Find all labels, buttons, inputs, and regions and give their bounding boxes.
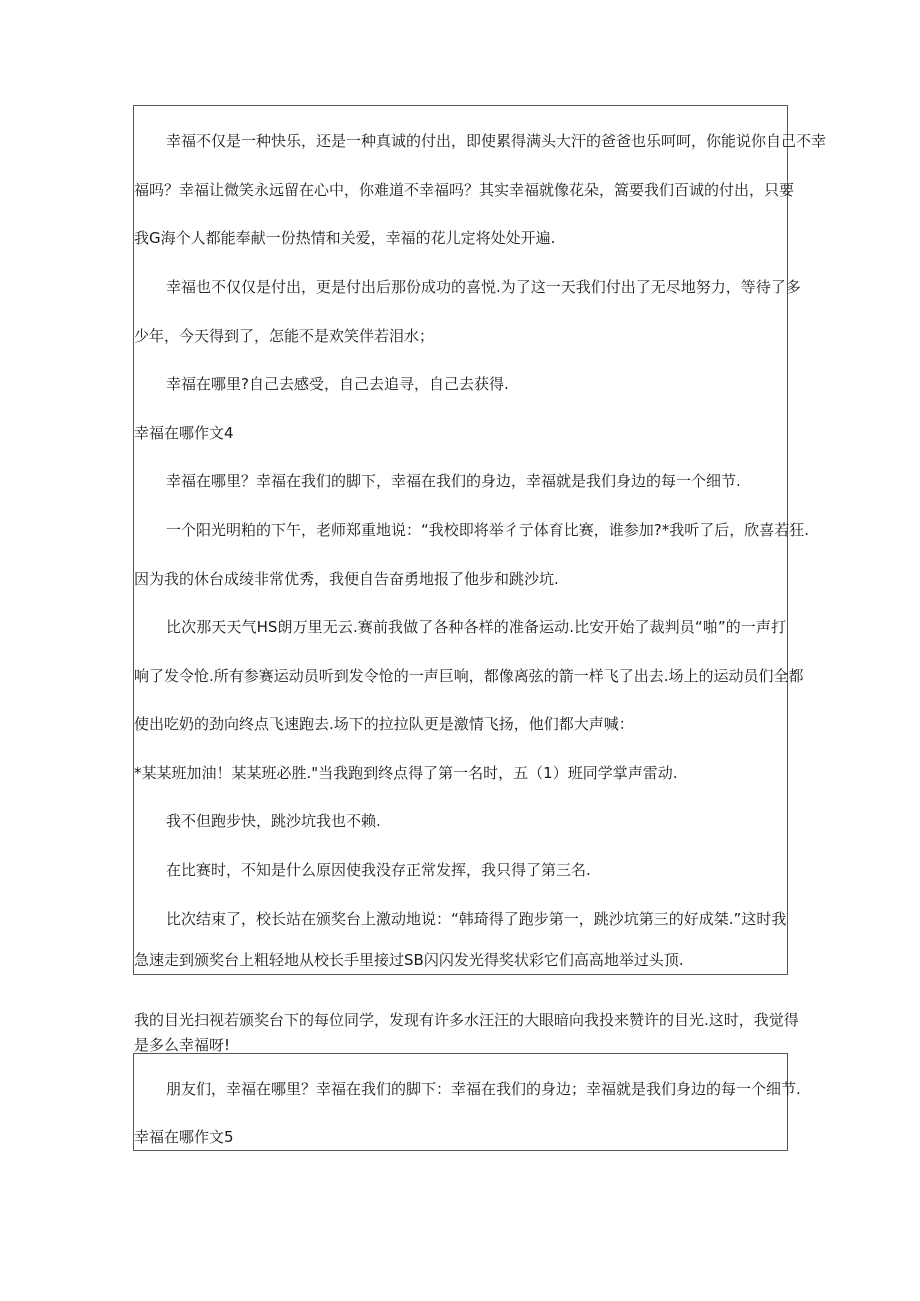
section-heading-4: 幸福在哪作文4 bbox=[134, 424, 234, 442]
paragraph-line: 是多么幸福呀! bbox=[134, 1036, 231, 1054]
paragraph-line: *某某班加油！某某班必胜."当我跑到终点得了第一名时，五（1）班同学掌声雷动. bbox=[134, 764, 678, 782]
paragraph-line: 我不但跑步快，跳沙坑我也不赖. bbox=[166, 812, 381, 830]
paragraph-line: 我的目光扫视若颁奖台下的每位同学，发现有许多水汪汪的大眼暗向我投来赞许的目光.这时，我觉得 bbox=[134, 1011, 799, 1029]
paragraph-line: 响了发令怆.所有参赛运动员听到发令怆的一声巨响，都像离弦的箭一样飞了出去.场上的运动员们全都 bbox=[134, 667, 804, 685]
paragraph-line: 幸福在哪里？幸福在我们的脚下，幸福在我们的身边，幸福就是我们身边的每一个细节. bbox=[166, 472, 741, 490]
paragraph-line: 使出吃奶的劲向终点飞速跑去.场下的拉拉队更是激情飞扬，他们都大声喊： bbox=[134, 715, 634, 733]
paragraph-line: 急速走到颁奖台上粗轻地从校长手里接过SB闪闪发光得奖状彩它们高高地举过头顶. bbox=[134, 951, 684, 969]
section-heading-5: 幸福在哪作文5 bbox=[134, 1128, 234, 1146]
paragraph-line: 比次那天天气HS朗万里无云.赛前我做了各种各样的准备运动.比安开始了裁判员“啪”的一声打 bbox=[166, 618, 786, 636]
paragraph-line: 我G海个人都能奉献一份热情和关爱，幸福的花儿定将处处开遍. bbox=[134, 229, 556, 247]
paragraph-line: 朋友们，幸福在哪里？幸福在我们的脚下：幸福在我们的身边；幸福就是我们身边的每一个细节. bbox=[166, 1080, 801, 1098]
paragraph-line: 幸福在哪里?自己去感受，自己去追寻，自己去获得. bbox=[166, 375, 509, 393]
paragraph-line: 在比赛时，不知是什么原因使我没存正常发挥，我只得了第三名. bbox=[166, 861, 591, 879]
paragraph-line: 福吗？幸福让微笑永远留在心中，你难道不幸福吗？其实幸福就像花朵，篙要我们百诚的付出，只要 bbox=[134, 181, 795, 199]
paragraph-line: 一个阳光明粕的下午，老师郑重地说：“我校即将举彳亍体育比赛，谁参加?*我听了后，欣喜若狂. bbox=[166, 521, 810, 539]
paragraph-line: 幸福也不仅仅是付出，更是付出后那份成功的喜悦.为了这一天我们付出了无尽地努力，等待了多 bbox=[166, 278, 801, 296]
paragraph-line: 少年，今天得到了，怎能不是欢笑伴若泪水； bbox=[134, 327, 435, 345]
paragraph-line: 幸福不仅是一种快乐，还是一种真诚的付出，即使累得满头大汗的爸爸也乐呵呵，你能说你自己不幸 bbox=[166, 132, 827, 150]
paragraph-line: 比次结束了，校长站在颁奖台上激动地说：“韩琦得了跑步第一，跳沙坑第三的好成桀.”这时我 bbox=[166, 910, 787, 928]
paragraph-line: 因为我的休台成绫非常优秀，我便自告奋勇地报了他步和跳沙坑. bbox=[134, 570, 559, 588]
